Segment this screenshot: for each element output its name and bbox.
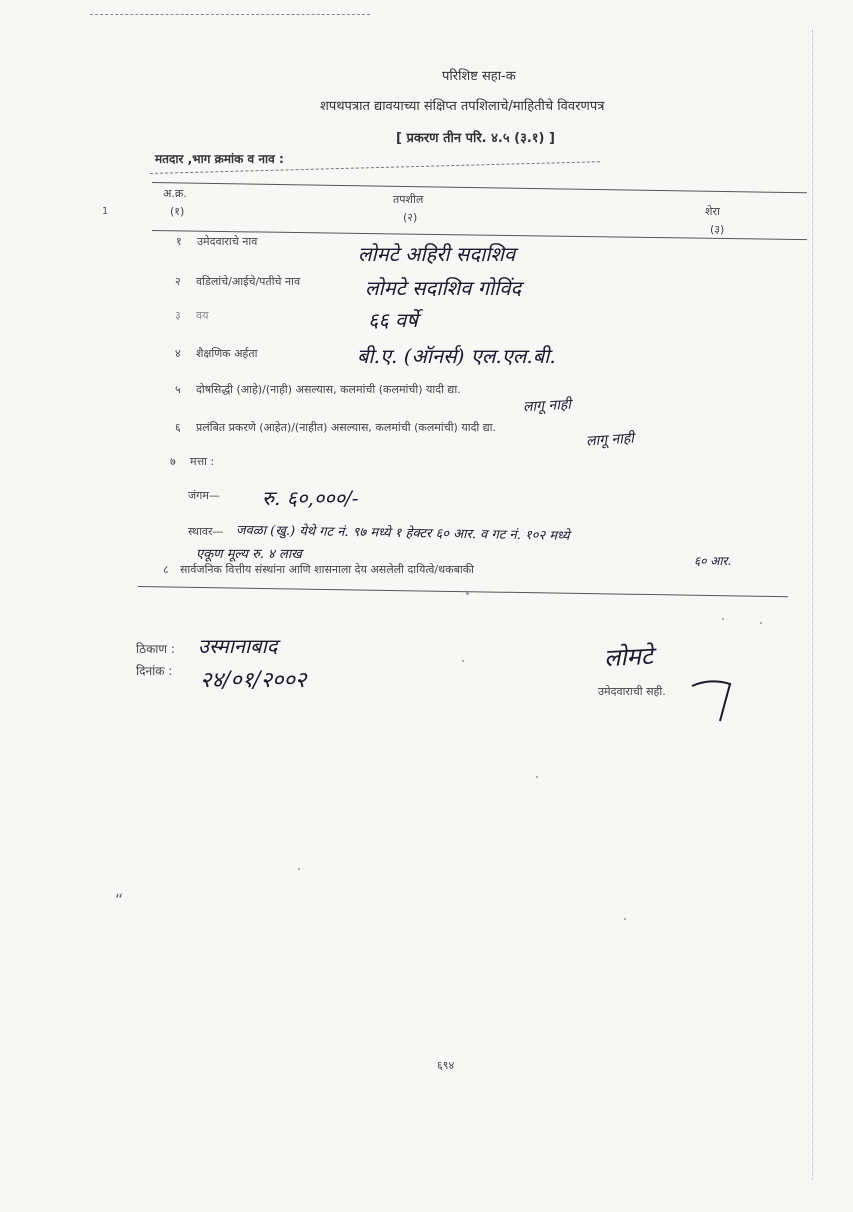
scan-speck [466, 592, 469, 595]
row-1-num: १ [176, 235, 182, 248]
row-5-num: ५ [175, 383, 181, 396]
row-2-value: लोमटे सदाशिव गोविंद [365, 276, 522, 300]
row-2-label: वडिलांचे/आईचे/पतीचे नाव [196, 275, 301, 288]
row-1-label: उमेदवाराचे नाव [197, 235, 258, 248]
row-6-label: प्रलंबित प्रकरणे (आहेत)/(नाहीत) असल्यास, कलमांची (कलमांची) यादी द्या. [196, 421, 497, 434]
row-4-num: ४ [175, 347, 181, 360]
appendix-label: परिशिष्ट सहा-क [442, 69, 516, 84]
row-1-value: लोमटे अहिरी सदाशिव [358, 242, 516, 266]
scan-edge-right [812, 30, 814, 1180]
row-3-value: ६६ वर्षे [368, 308, 418, 332]
row-6-value: लागू नाही [585, 430, 635, 450]
immovable-assets-area2: ६० आर. [694, 554, 732, 568]
signature-label: उमेदवाराची सही. [598, 685, 666, 698]
place-label: ठिकाण : [136, 642, 175, 656]
scan-speck [298, 868, 300, 870]
row-4-value: बी.ए. (ऑनर्स) एल.एल.बी. [357, 344, 556, 368]
scan-speck [462, 660, 464, 662]
signature-flourish [690, 676, 740, 726]
details-header: तपशील [393, 193, 424, 206]
immovable-assets-line1: जवळा (खु.) येथे गट नं. ९७ मध्ये १ हेक्टर ६० आर. व गट नं. १०२ मध्ये [235, 523, 570, 544]
details-num: (२) [403, 211, 418, 224]
place-value: उस्मानाबाद [198, 634, 278, 658]
page-number: ६९४ [437, 1059, 455, 1072]
scan-speck [760, 622, 762, 624]
row-5-value: लागू नाही [522, 396, 572, 416]
constituency-label: मतदार ,भाग क्रमांक व नाव : [155, 152, 284, 166]
remarks-num: (३) [710, 223, 725, 236]
reference-line: [ प्रकरण तीन परि. ४.५ (३.१) ] [396, 131, 555, 146]
scan-speck [722, 618, 724, 620]
date-label: दिनांक : [136, 664, 173, 678]
left-margin-mark: 1 [102, 206, 109, 217]
document-title: शपथपत्रात द्यावयाच्या संक्षिप्त तपशिलाचे/माहितीचे विवरणपत्र [320, 99, 605, 114]
header-top-line [152, 182, 807, 193]
row-3-label: वय [196, 309, 209, 322]
row-3-num: ३ [175, 309, 181, 322]
remarks-header: शेरा [705, 205, 720, 218]
row-5-label: दोषसिद्धी (आहे)/(नाही) असल्यास, कलमांची (कलमांची) यादी द्या. [196, 383, 461, 396]
table-bottom-line [138, 586, 788, 597]
immovable-assets-label: स्थावर— [188, 525, 224, 538]
row-8-label: सार्वजनिक वित्तीय संस्थांना आणि शासनाला देय असलेली दायित्वे/थकबाकी [180, 563, 475, 576]
immovable-assets-line2: एकूण मूल्य रु. ४ लाख [196, 547, 302, 562]
scan-speck [536, 776, 538, 778]
row-4-label: शैक्षणिक अर्हता [196, 347, 258, 360]
candidate-signature: लोमटे [603, 641, 654, 673]
movable-assets-label: जंगम— [188, 489, 220, 502]
row-7-num: ७ [170, 455, 176, 468]
row-7-label: मत्ता : [190, 455, 215, 468]
movable-assets-value: रु. ६०,०००/- [262, 486, 359, 510]
scan-speck [624, 918, 626, 920]
row-6-num: ६ [175, 421, 181, 434]
row-2-num: २ [175, 275, 181, 288]
row-8-num: ८ [163, 563, 169, 576]
sr-no-num: (१) [170, 205, 185, 218]
date-value: २४/०१/२००२ [200, 668, 307, 693]
stray-mark: “ [115, 890, 124, 909]
sr-no-header: अ.क्र. [163, 187, 187, 200]
scan-edge-top [90, 14, 370, 15]
